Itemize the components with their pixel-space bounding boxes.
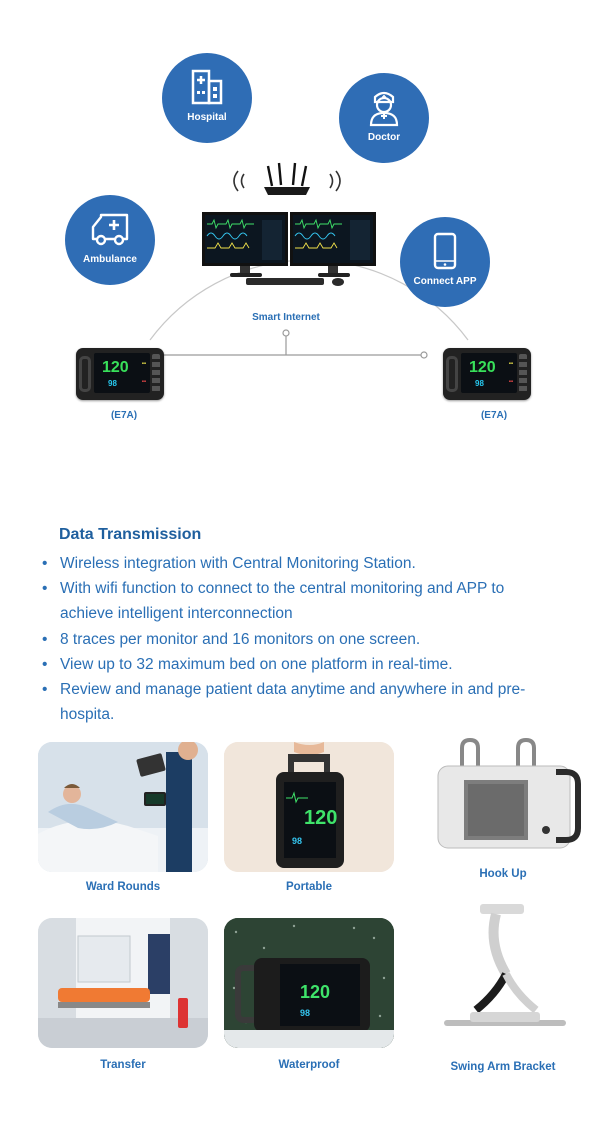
phone-icon bbox=[430, 231, 460, 271]
waterproof-illustration bbox=[224, 918, 394, 1048]
transfer-image bbox=[38, 918, 208, 1048]
wifi-router-icon bbox=[232, 160, 342, 200]
ambulance-icon bbox=[87, 209, 133, 249]
ward-rounds-illustration bbox=[38, 742, 208, 872]
bullet-item: • View up to 32 maximum bed on one platform in real-time. bbox=[40, 652, 600, 677]
connect-app-label: Connect APP bbox=[413, 276, 477, 287]
transfer-label: Transfer bbox=[100, 1059, 146, 1071]
feature-bullet-list bbox=[40, 551, 600, 727]
portable-screen-secondary: 98 bbox=[292, 836, 303, 846]
swing-arm-bracket-image bbox=[440, 904, 570, 1044]
device-left-label: (E7A) bbox=[110, 410, 138, 421]
portable-screen-value: 120 bbox=[304, 807, 338, 829]
hospital-node bbox=[162, 53, 252, 143]
monitor-handle bbox=[79, 356, 91, 392]
waterproof-screen-value: 120 bbox=[300, 982, 331, 1002]
spo2-value: 98 bbox=[475, 379, 484, 388]
monitor-screen bbox=[94, 353, 150, 393]
ward-rounds-image bbox=[38, 742, 208, 872]
param-indicator: ▪▪ bbox=[141, 379, 146, 385]
monitor-buttons bbox=[152, 354, 160, 392]
doctor-node bbox=[339, 73, 429, 163]
monitor-handle bbox=[446, 356, 458, 392]
hook-up-label: Hook Up bbox=[479, 868, 527, 880]
swing-arm-bracket-label: Swing Arm Bracket bbox=[450, 1061, 556, 1073]
monitor-buttons bbox=[519, 354, 527, 392]
doctor-label: Doctor bbox=[367, 132, 401, 143]
heart-rate-value: 120 bbox=[102, 359, 129, 376]
waterproof-image bbox=[224, 918, 394, 1048]
ward-rounds-label: Ward Rounds bbox=[85, 881, 161, 893]
ambulance-node bbox=[65, 195, 155, 285]
hospital-icon bbox=[187, 67, 227, 107]
param-indicator: ▪▪ bbox=[508, 379, 513, 385]
e7a-monitor-right bbox=[443, 348, 531, 400]
e7a-monitor-left bbox=[76, 348, 164, 400]
section-title: Data Transmission bbox=[59, 526, 202, 543]
param-indicator: ▪▪ bbox=[141, 361, 146, 367]
portable-label: Portable bbox=[285, 881, 332, 893]
bullet-item: • Wireless integration with Central Monitoring Station. bbox=[40, 551, 600, 576]
smart-internet-label: Smart Internet bbox=[252, 312, 320, 323]
heart-rate-value: 120 bbox=[469, 359, 496, 376]
waterproof-screen-secondary: 98 bbox=[300, 1008, 311, 1018]
hook-up-image bbox=[424, 738, 594, 858]
device-right-label: (E7A) bbox=[480, 410, 508, 421]
bullet-item: • Review and manage patient data anytime and anywhere in and pre-hospita. bbox=[40, 677, 540, 727]
spo2-value: 98 bbox=[108, 379, 117, 388]
doctor-icon bbox=[364, 87, 404, 127]
central-monitoring-station bbox=[202, 210, 377, 290]
bullet-item: • With wifi function to connect to the central monitoring and APP to achieve intelligent interconnection bbox=[40, 576, 540, 626]
monitor-screen bbox=[461, 353, 517, 393]
bullet-item: • 8 traces per monitor and 16 monitors on one screen. bbox=[40, 627, 600, 652]
hospital-label: Hospital bbox=[187, 112, 227, 123]
waterproof-label: Waterproof bbox=[278, 1059, 340, 1071]
portable-image bbox=[224, 742, 394, 872]
connect-app-node bbox=[400, 217, 490, 307]
param-indicator: ▪▪ bbox=[508, 361, 513, 367]
portable-illustration bbox=[224, 742, 394, 872]
ambulance-label: Ambulance bbox=[83, 254, 137, 265]
transfer-illustration bbox=[38, 918, 208, 1048]
